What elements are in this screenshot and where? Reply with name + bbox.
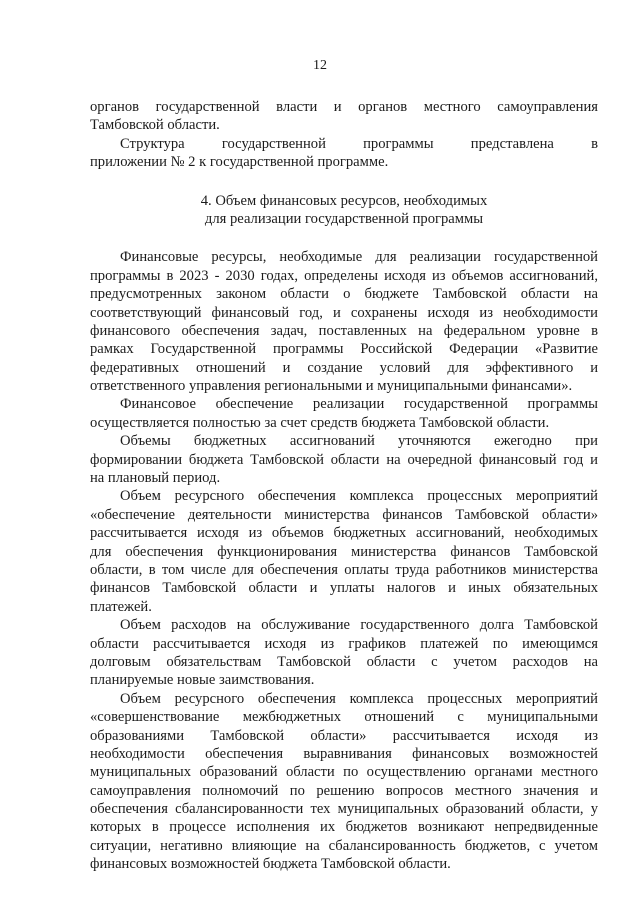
text-line: которых в процессе исполнения их бюджетов возникают непредвиденные [90,819,598,836]
document-body [90,98,598,874]
text-line: финансового обеспечения задач, поставленных на федеральном уровне в [90,322,598,339]
paragraphs [90,248,598,873]
text-line: для обеспечения функционирования министерства финансов Тамбовской [90,543,598,560]
text-line: соответствующий финансовый год, и сохранены исходя из необходимости [90,304,598,321]
text-line: платежей. [90,598,152,615]
intro-block [90,98,598,172]
paragraph [90,432,598,487]
section-heading [90,192,598,229]
text-line: планируемые новые заимствования. [90,672,315,689]
text-line: формировании бюджета Тамбовской области на очередной финансовый год и [90,451,598,468]
text-line: «совершенствование межбюджетных отношений с муниципальными [90,709,598,726]
text-line: Объемы бюджетных ассигнований уточняются ежегодно при [120,433,598,450]
text-line: Объем ресурсного обеспечения комплекса процессных мероприятий [120,690,598,707]
text-line: «обеспечение деятельности министерства финансов Тамбовской области» [90,506,598,523]
text-line: органов государственной власти и органов местного самоуправления [90,99,598,115]
text-line: на плановый период. [90,470,221,487]
text-line: рамках Государственной программы Российской Федерации «Развитие [90,341,598,358]
text-line: федеративных отношений и создание условий для эффективного и [90,359,598,376]
section-title-line: 4. Объем финансовых ресурсов, необходимых [200,192,488,209]
text-line: области, в том числе для обеспечения оплаты труда работников министерства [90,561,598,578]
text-line: области рассчитывается исходя из графиков платежей по имеющимся [90,635,598,652]
paragraph [90,248,598,395]
text-line: ответственного управления региональными и муниципальными финансами». [90,378,573,395]
paragraph [90,616,598,690]
text-line: муниципальных образований области по осуществлению органами местного [90,764,598,781]
text-line: приложении № 2 к государственной программе. [90,154,389,171]
text-line: предусмотренных законом области о бюджете Тамбовской области на [90,286,598,303]
text-line: долговым обязательствам Тамбовской области с учетом расходов на [90,653,598,670]
section-title-line: для реализации государственной программы [204,210,484,227]
text-line: Финансовые ресурсы, необходимые для реализации государственной [120,249,598,266]
text-line: ситуации, негативно влияющие на сбалансированность бюджетов, с учетом [90,837,598,854]
text-line: рассчитывается исходя из объемов бюджетных ассигнований, необходимых [90,525,598,542]
text-line: программы в 2023 - 2030 годах, определены исходя из объемов ассигнований, [90,267,598,284]
text-line: самоуправления полномочий по решению вопросов местного значения и [90,782,598,799]
text-line: Финансовое обеспечение реализации государственной программы [120,396,598,413]
text-line: финансовых возможностей бюджета Тамбовской области. [90,856,451,873]
text-line: Объем ресурсного обеспечения комплекса процессных мероприятий [120,488,598,505]
paragraph [90,690,598,874]
text-line: финансов Тамбовской области и уплаты налогов и иных обязательных [90,580,598,597]
paragraph [90,395,598,432]
page-number: 12 [313,58,327,73]
text-line: Структура государственной программы представлена в [120,135,598,152]
paragraph [90,487,598,616]
text-line: Тамбовской области. [90,117,220,134]
text-line: образованиями Тамбовской области» рассчитывается исходя из [90,727,598,744]
text-line: необходимости обеспечения выравнивания финансовых возможностей [90,745,598,762]
text-line: осуществляется полностью за счет средств бюджета Тамбовской области. [90,414,550,431]
text-line: обеспечения сбалансированности тех муниципальных образований области, у [90,801,598,818]
text-line: Объем расходов на обслуживание государственного долга Тамбовской [120,617,598,634]
